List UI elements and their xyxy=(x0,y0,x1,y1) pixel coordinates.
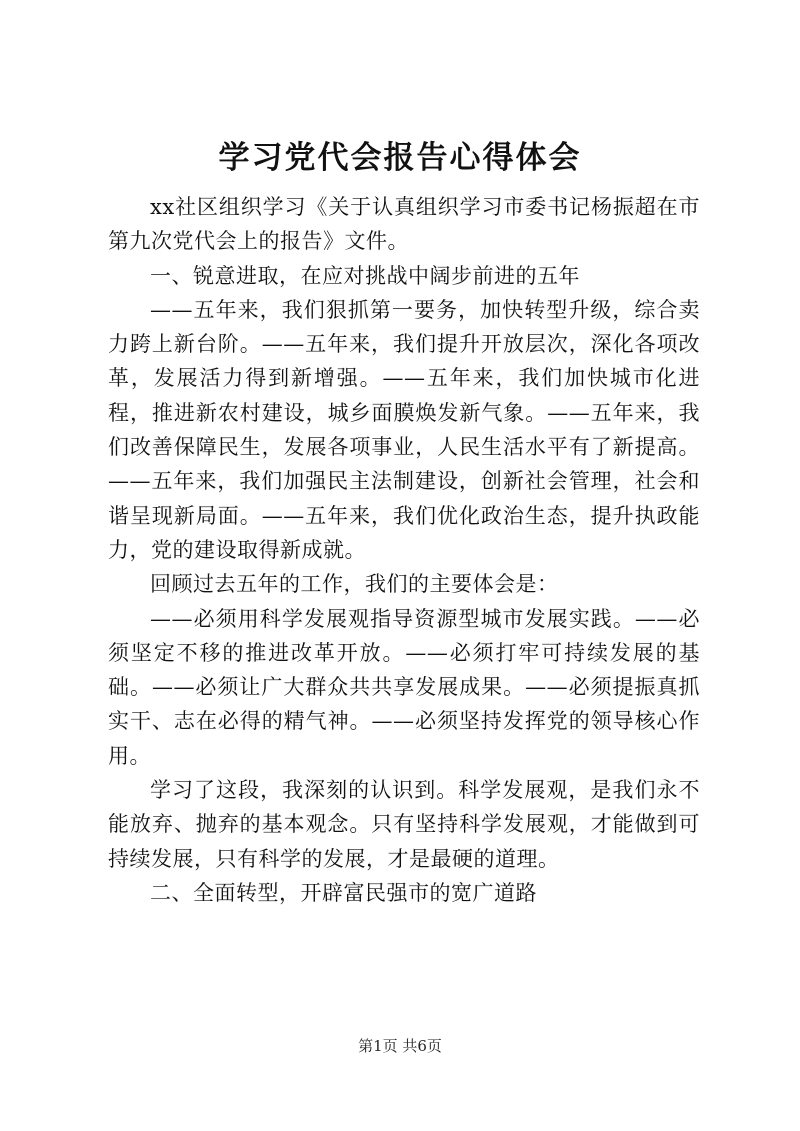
paragraph-review: 回顾过去五年的工作，我们的主要体会是： xyxy=(150,572,559,597)
page-footer: 第1页 共6页 xyxy=(358,1037,442,1055)
document-title: 学习党代会报告心得体会 xyxy=(218,140,582,176)
paragraph-intro: xx社区组织学习《关于认真组织学习市委书记杨振超在市第九次党代会上的报告》文件。 xyxy=(108,195,700,254)
paragraph-must: ——必须用科学发展观指导资源型城市发展实践。——必须坚定不移的推进改革开放。——必须打牢可持续发展的基础。——必须让广大群众共共享发展成果。——必须提振真抓实干、志在必得的精气神。——必须坚持发挥党的领导核心作用。 xyxy=(108,606,700,768)
paragraph-heading-1: 一、锐意进取，在应对挑战中阔步前进的五年 xyxy=(150,263,580,288)
document-body xyxy=(108,190,700,910)
paragraph-heading-2: 二、全面转型，开辟富民强市的宽广道路 xyxy=(150,880,537,905)
paragraph-five-years: ——五年来，我们狠抓第一要务，加快转型升级，综合卖力跨上新台阶。——五年来，我们提升开放层次，深化各项改革，发展活力得到新增强。——五年来，我们加快城市化进程，推进新农村建设，城乡面膜焕发新气象。——五年来，我们改善保障民生，发展各项事业，人民生活水平有了新提高。——五年来，我们加强民主法制建设，创新社会管理，社会和谐呈现新局面。——五年来，我们优化政治生态，提升执政能力，党的建设取得新成就。 xyxy=(108,297,700,562)
paragraph-reflection: 学习了这段，我深刻的认识到。科学发展观，是我们永不能放弃、抛弃的基本观念。只有坚持科学发展观，才能做到可持续发展，只有科学的发展，才是最硬的道理。 xyxy=(108,778,700,871)
